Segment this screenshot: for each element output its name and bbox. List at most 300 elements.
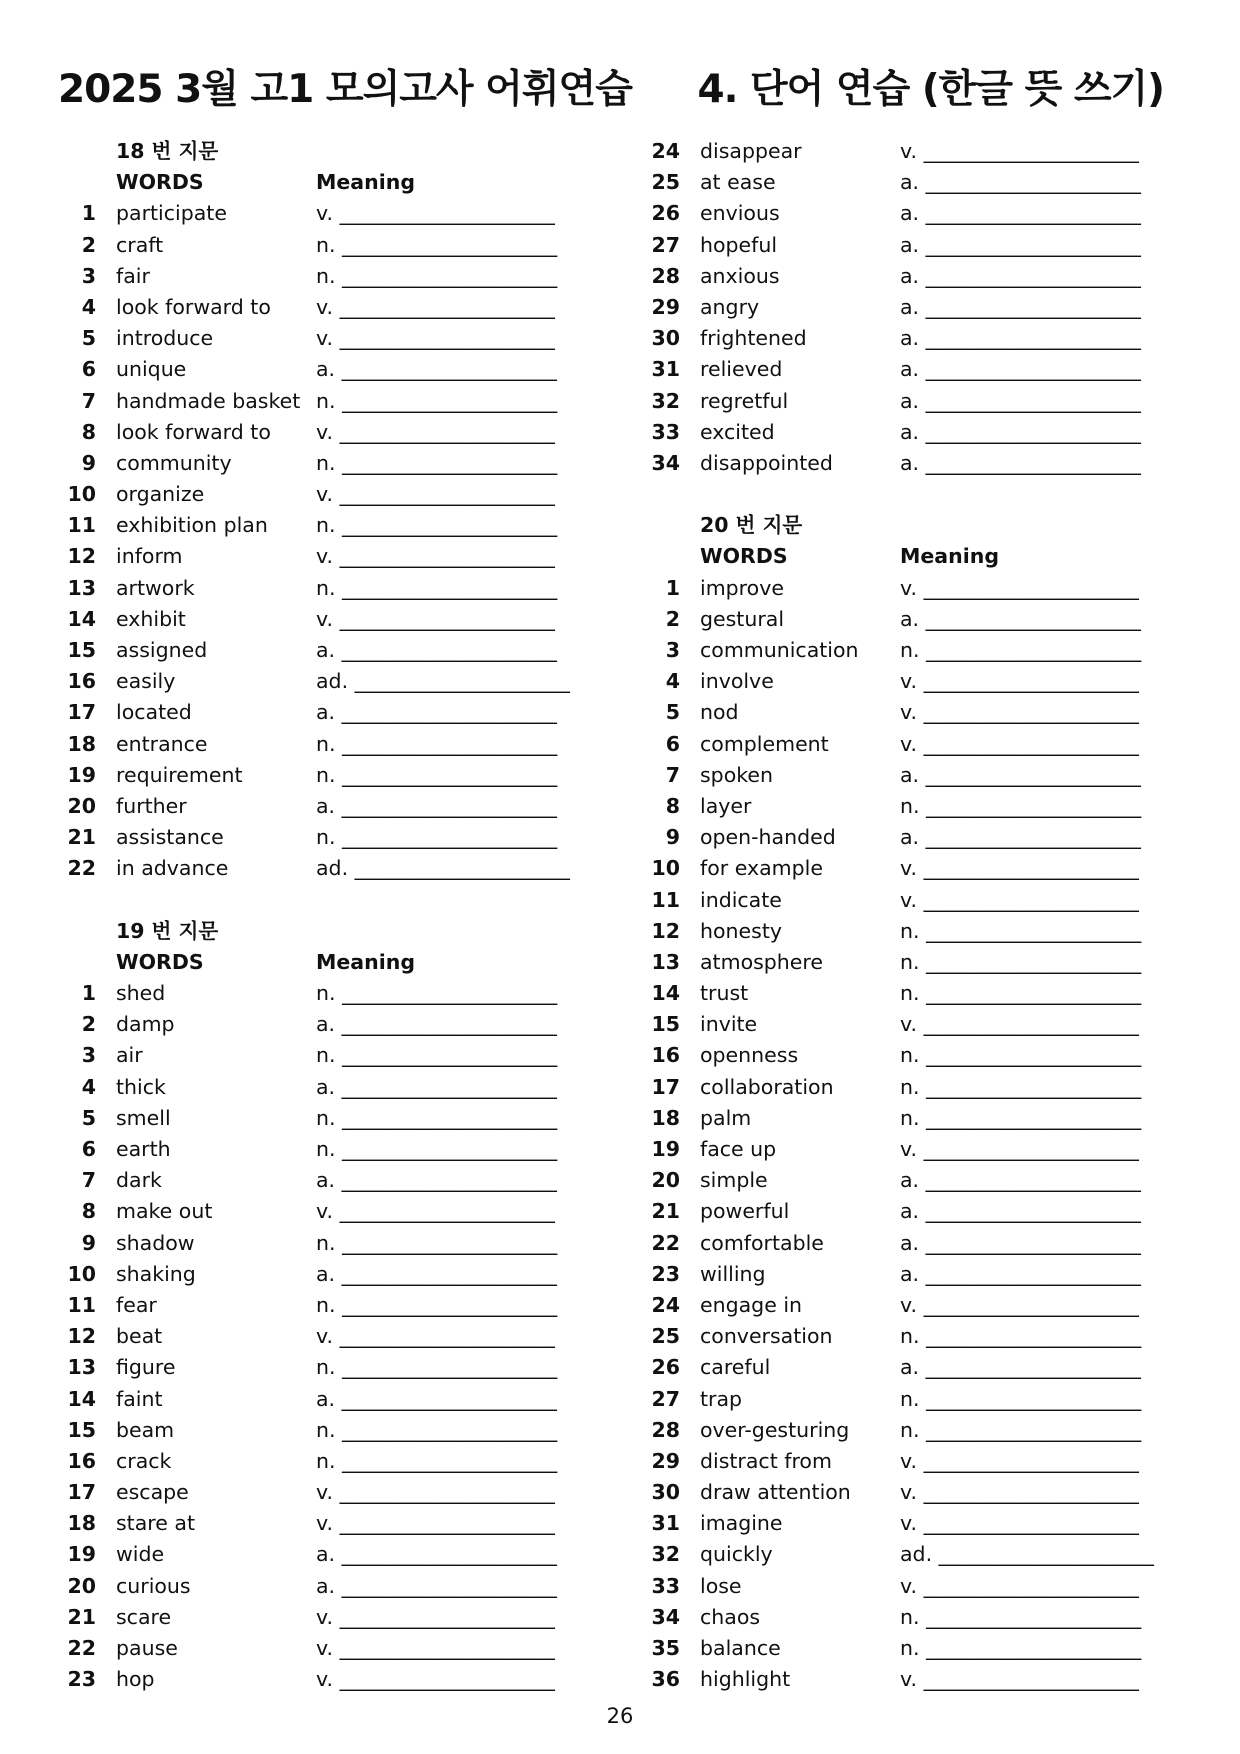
answer-line[interactable]: _____________________ bbox=[925, 357, 1141, 382]
answer-line[interactable]: _____________________ bbox=[342, 450, 558, 475]
meaning-blank[interactable] bbox=[316, 1103, 557, 1134]
answer-line[interactable]: _____________________ bbox=[341, 1261, 557, 1286]
meaning-blank[interactable] bbox=[316, 292, 555, 323]
meaning-blank[interactable] bbox=[900, 230, 1141, 261]
meaning-blank[interactable] bbox=[316, 198, 555, 229]
meaning-blank[interactable] bbox=[316, 541, 555, 572]
part-of-speech: v. bbox=[316, 1199, 334, 1224]
vocab-word: distract from bbox=[700, 1448, 832, 1473]
answer-line[interactable]: _____________________ bbox=[342, 1417, 558, 1442]
answer-line[interactable]: _____________________ bbox=[925, 450, 1141, 475]
part-of-speech: a. bbox=[900, 762, 920, 787]
vocab-row bbox=[58, 230, 578, 261]
meaning-blank[interactable] bbox=[316, 1415, 557, 1446]
vocab-word: inform bbox=[116, 544, 183, 569]
meaning-blank[interactable] bbox=[900, 1290, 1139, 1321]
vocab-row bbox=[58, 323, 578, 354]
answer-line[interactable]: _____________________ bbox=[341, 357, 557, 382]
answer-line[interactable]: _____________________ bbox=[925, 825, 1141, 850]
item-number: 33 bbox=[651, 1573, 680, 1598]
answer-line[interactable]: _____________________ bbox=[923, 1573, 1139, 1598]
vocab-word: smell bbox=[116, 1105, 171, 1130]
meaning-blank[interactable] bbox=[316, 1477, 555, 1508]
vocab-row bbox=[642, 1384, 1162, 1415]
answer-line[interactable]: _____________________ bbox=[923, 1667, 1139, 1692]
part-of-speech: a. bbox=[900, 825, 920, 850]
part-of-speech: a. bbox=[316, 1168, 336, 1193]
vocab-row bbox=[642, 198, 1162, 229]
meaning-blank[interactable] bbox=[316, 729, 557, 760]
meaning-blank[interactable] bbox=[900, 136, 1139, 167]
answer-line[interactable]: _____________________ bbox=[923, 1448, 1139, 1473]
item-number: 12 bbox=[651, 918, 680, 943]
meaning-blank[interactable] bbox=[900, 885, 1139, 916]
part-of-speech: n. bbox=[316, 1043, 336, 1068]
meaning-blank[interactable] bbox=[900, 1633, 1141, 1664]
meaning-blank[interactable] bbox=[316, 1009, 557, 1040]
item-number: 10 bbox=[651, 856, 680, 881]
meaning-blank[interactable] bbox=[316, 510, 557, 541]
answer-line[interactable]: _____________________ bbox=[923, 731, 1139, 756]
answer-line[interactable]: _____________________ bbox=[341, 1573, 557, 1598]
meaning-blank[interactable] bbox=[316, 230, 557, 261]
item-number: 6 bbox=[665, 731, 680, 756]
answer-line[interactable]: _____________________ bbox=[925, 1261, 1141, 1286]
answer-line[interactable]: _____________________ bbox=[926, 1636, 1142, 1660]
item-number: 16 bbox=[651, 1043, 680, 1068]
answer-line[interactable]: _____________________ bbox=[926, 918, 1142, 943]
answer-line[interactable]: _____________________ bbox=[926, 638, 1142, 662]
item-number: 1 bbox=[81, 201, 96, 226]
vocab-row bbox=[642, 666, 1162, 697]
part-of-speech: v. bbox=[900, 1012, 918, 1037]
meaning-blank[interactable] bbox=[316, 417, 555, 448]
meaning-blank[interactable] bbox=[316, 1228, 557, 1259]
meaning-blank[interactable] bbox=[900, 666, 1139, 697]
answer-line[interactable]: _____________________ bbox=[926, 949, 1142, 974]
page-title: 2025 3월 고1 모의고사 어휘연습 bbox=[58, 67, 632, 112]
answer-line[interactable]: _____________________ bbox=[926, 1386, 1142, 1411]
item-number: 10 bbox=[67, 1261, 96, 1286]
answer-line[interactable]: _____________________ bbox=[339, 419, 555, 444]
vocab-row bbox=[58, 1446, 578, 1477]
answer-line[interactable]: _____________________ bbox=[339, 544, 555, 569]
item-number: 17 bbox=[67, 1480, 96, 1505]
vocab-word: angry bbox=[700, 294, 760, 319]
meaning-blank[interactable] bbox=[900, 1165, 1141, 1196]
answer-line[interactable]: _____________________ bbox=[342, 575, 558, 600]
answer-line[interactable]: _____________________ bbox=[923, 575, 1139, 600]
vocab-row bbox=[642, 1290, 1162, 1321]
item-number: 7 bbox=[81, 1168, 96, 1193]
meaning-blank[interactable] bbox=[900, 1259, 1141, 1290]
meaning-blank[interactable] bbox=[900, 323, 1141, 354]
part-of-speech: n. bbox=[316, 1105, 336, 1130]
meaning-blank[interactable] bbox=[900, 1196, 1141, 1227]
answer-line[interactable]: _____________________ bbox=[925, 1355, 1141, 1380]
answer-line[interactable]: _____________________ bbox=[923, 1292, 1139, 1317]
part-of-speech: v. bbox=[316, 482, 334, 507]
answer-line[interactable]: _____________________ bbox=[342, 232, 558, 257]
meaning-blank[interactable] bbox=[900, 635, 1141, 666]
vocab-row bbox=[58, 1321, 578, 1352]
meaning-blank[interactable] bbox=[900, 760, 1141, 791]
meaning-blank[interactable] bbox=[316, 1352, 557, 1383]
vocab-row bbox=[58, 1477, 578, 1508]
meaning-blank[interactable] bbox=[316, 479, 555, 510]
item-number: 3 bbox=[665, 638, 680, 662]
meaning-blank[interactable] bbox=[316, 1384, 557, 1415]
vocab-row bbox=[642, 573, 1162, 604]
part-of-speech: v. bbox=[316, 419, 334, 444]
answer-line[interactable]: _____________________ bbox=[339, 1199, 555, 1224]
vocab-word: shadow bbox=[116, 1230, 195, 1255]
part-of-speech: ad. bbox=[316, 856, 349, 881]
meaning-blank[interactable] bbox=[900, 1602, 1141, 1633]
column-header-row bbox=[642, 541, 1162, 572]
answer-line[interactable]: _____________________ bbox=[923, 1480, 1139, 1505]
meaning-blank[interactable] bbox=[316, 822, 557, 853]
answer-line[interactable]: _____________________ bbox=[341, 1012, 557, 1037]
meaning-blank[interactable] bbox=[316, 1259, 557, 1290]
answer-line[interactable]: _____________________ bbox=[339, 1667, 555, 1692]
vocab-row bbox=[58, 1384, 578, 1415]
meaning-blank[interactable] bbox=[316, 697, 557, 728]
answer-line[interactable]: _____________________ bbox=[926, 1105, 1142, 1130]
words-header: WORDS bbox=[116, 949, 204, 974]
item-number: 15 bbox=[67, 1417, 96, 1442]
meaning-blank[interactable] bbox=[900, 853, 1139, 884]
vocab-word: for example bbox=[700, 856, 823, 881]
answer-line[interactable]: _____________________ bbox=[925, 762, 1141, 787]
answer-line[interactable]: _____________________ bbox=[342, 762, 558, 787]
meaning-blank[interactable] bbox=[900, 1352, 1141, 1383]
item-number: 28 bbox=[651, 263, 680, 288]
meaning-blank[interactable] bbox=[316, 1290, 557, 1321]
meaning-blank[interactable] bbox=[316, 323, 555, 354]
answer-line[interactable]: _____________________ bbox=[342, 513, 558, 538]
answer-line[interactable]: _____________________ bbox=[923, 887, 1139, 912]
part-of-speech: a. bbox=[900, 419, 920, 444]
answer-line[interactable]: _____________________ bbox=[925, 1168, 1141, 1193]
answer-line[interactable]: _____________________ bbox=[341, 1386, 557, 1411]
answer-line[interactable]: _____________________ bbox=[926, 793, 1142, 818]
meaning-blank[interactable] bbox=[900, 697, 1139, 728]
answer-line[interactable]: _____________________ bbox=[342, 1105, 558, 1130]
meaning-blank[interactable] bbox=[900, 1321, 1141, 1352]
answer-line[interactable]: _____________________ bbox=[342, 1230, 558, 1255]
answer-line[interactable]: _____________________ bbox=[339, 1480, 555, 1505]
vocab-word: stare at bbox=[116, 1511, 195, 1536]
vocab-word: unique bbox=[116, 357, 187, 382]
answer-line[interactable]: _____________________ bbox=[923, 1012, 1139, 1037]
meaning-blank[interactable] bbox=[316, 853, 570, 884]
answer-line[interactable]: _____________________ bbox=[339, 1324, 555, 1349]
part-of-speech: v. bbox=[316, 544, 334, 569]
answer-line[interactable]: _____________________ bbox=[342, 263, 558, 288]
meaning-blank[interactable] bbox=[900, 1508, 1139, 1539]
answer-line[interactable]: _____________________ bbox=[926, 1074, 1142, 1099]
answer-line[interactable]: _____________________ bbox=[341, 1074, 557, 1099]
meaning-blank[interactable] bbox=[900, 1134, 1139, 1165]
vocab-word: faint bbox=[116, 1386, 163, 1411]
answer-line[interactable]: _____________________ bbox=[339, 1511, 555, 1536]
vocab-row bbox=[642, 947, 1162, 978]
meaning-blank[interactable] bbox=[316, 261, 557, 292]
meaning-blank[interactable] bbox=[316, 604, 555, 635]
item-number: 3 bbox=[81, 263, 96, 288]
column-header-row bbox=[58, 167, 578, 198]
answer-line[interactable]: _____________________ bbox=[923, 139, 1139, 163]
vocab-row bbox=[642, 916, 1162, 947]
meaning-blank[interactable] bbox=[900, 1384, 1141, 1415]
item-number: 22 bbox=[651, 1230, 680, 1255]
item-number: 20 bbox=[67, 793, 96, 818]
part-of-speech: n. bbox=[316, 450, 336, 475]
answer-line[interactable]: _____________________ bbox=[339, 201, 555, 226]
section-heading bbox=[642, 510, 1162, 541]
item-number: 15 bbox=[67, 638, 96, 662]
answer-line[interactable]: _____________________ bbox=[342, 1448, 558, 1473]
answer-line[interactable]: _____________________ bbox=[342, 731, 558, 756]
item-number: 2 bbox=[81, 1012, 96, 1037]
meaning-blank[interactable] bbox=[316, 1072, 557, 1103]
answer-line[interactable]: _____________________ bbox=[339, 294, 555, 319]
meaning-blank[interactable] bbox=[900, 1228, 1141, 1259]
answer-line[interactable]: _____________________ bbox=[926, 1604, 1142, 1629]
vocab-row bbox=[58, 1664, 578, 1695]
vocab-row bbox=[642, 354, 1162, 385]
answer-line[interactable]: _____________________ bbox=[923, 700, 1139, 725]
meaning-blank[interactable] bbox=[316, 1633, 555, 1664]
meaning-blank[interactable] bbox=[316, 573, 557, 604]
item-number: 26 bbox=[651, 201, 680, 226]
answer-line[interactable]: _____________________ bbox=[926, 1324, 1142, 1349]
answer-line[interactable]: _____________________ bbox=[925, 263, 1141, 288]
meaning-blank[interactable] bbox=[316, 1664, 555, 1695]
answer-line[interactable]: _____________________ bbox=[925, 419, 1141, 444]
answer-line[interactable]: _____________________ bbox=[339, 1604, 555, 1629]
vocab-word: trust bbox=[700, 981, 749, 1006]
answer-line[interactable]: _____________________ bbox=[342, 1043, 558, 1068]
answer-line[interactable]: _____________________ bbox=[341, 700, 557, 725]
answer-line[interactable]: _____________________ bbox=[342, 388, 558, 413]
meaning-blank[interactable] bbox=[316, 666, 570, 697]
vocab-row bbox=[58, 1602, 578, 1633]
answer-line[interactable]: _____________________ bbox=[342, 981, 558, 1006]
vocab-row bbox=[642, 1415, 1162, 1446]
meaning-blank[interactable] bbox=[900, 1571, 1139, 1602]
vocab-word: further bbox=[116, 793, 187, 818]
answer-line[interactable]: _____________________ bbox=[342, 825, 558, 850]
vocab-row bbox=[58, 198, 578, 229]
answer-line[interactable]: _____________________ bbox=[925, 232, 1141, 257]
answer-line[interactable]: _____________________ bbox=[341, 1168, 557, 1193]
meaning-blank[interactable] bbox=[900, 916, 1141, 947]
vocab-word: requirement bbox=[116, 762, 243, 787]
answer-line[interactable]: _____________________ bbox=[341, 638, 557, 662]
answer-line[interactable]: _____________________ bbox=[925, 606, 1141, 631]
meaning-blank[interactable] bbox=[316, 386, 557, 417]
meaning-blank[interactable] bbox=[316, 760, 557, 791]
left-column bbox=[58, 136, 578, 1695]
meaning-blank[interactable] bbox=[900, 1040, 1141, 1071]
answer-line[interactable]: _____________________ bbox=[923, 856, 1139, 881]
meaning-blank[interactable] bbox=[900, 604, 1141, 635]
meaning-blank[interactable] bbox=[316, 1321, 555, 1352]
answer-line[interactable]: _____________________ bbox=[925, 294, 1141, 319]
meaning-blank[interactable] bbox=[316, 1571, 557, 1602]
meaning-blank[interactable] bbox=[900, 1477, 1139, 1508]
part-of-speech: n. bbox=[316, 263, 336, 288]
answer-line[interactable]: _____________________ bbox=[925, 1199, 1141, 1224]
answer-line[interactable]: _____________________ bbox=[925, 326, 1141, 351]
item-number: 36 bbox=[651, 1667, 680, 1692]
item-number: 15 bbox=[651, 1012, 680, 1037]
meaning-blank[interactable] bbox=[900, 1539, 1154, 1570]
meaning-blank[interactable] bbox=[900, 729, 1139, 760]
vocab-row bbox=[58, 1508, 578, 1539]
meaning-blank[interactable] bbox=[900, 1009, 1139, 1040]
answer-line[interactable]: _____________________ bbox=[339, 482, 555, 507]
meaning-blank[interactable] bbox=[900, 822, 1141, 853]
answer-line[interactable]: _____________________ bbox=[339, 1636, 555, 1660]
meaning-blank[interactable] bbox=[316, 978, 557, 1009]
vocab-word: quickly bbox=[700, 1542, 773, 1567]
vocab-row bbox=[642, 1446, 1162, 1477]
meaning-blank[interactable] bbox=[316, 791, 557, 822]
vocab-word: air bbox=[116, 1043, 143, 1068]
vocab-row bbox=[642, 853, 1162, 884]
vocab-word: easily bbox=[116, 669, 176, 694]
part-of-speech: n. bbox=[316, 1448, 336, 1473]
answer-line[interactable]: _____________________ bbox=[341, 793, 557, 818]
item-number: 19 bbox=[67, 762, 96, 787]
meaning-blank[interactable] bbox=[316, 1196, 555, 1227]
meaning-blank[interactable] bbox=[900, 947, 1141, 978]
meaning-blank[interactable] bbox=[900, 573, 1139, 604]
item-number: 5 bbox=[81, 1105, 96, 1130]
vocab-row bbox=[642, 417, 1162, 448]
meaning-blank[interactable] bbox=[316, 1040, 557, 1071]
meaning-blank[interactable] bbox=[900, 448, 1141, 479]
meaning-blank[interactable] bbox=[316, 1165, 557, 1196]
answer-line[interactable]: _____________________ bbox=[342, 1137, 558, 1161]
meaning-blank[interactable] bbox=[316, 448, 557, 479]
answer-line[interactable]: _____________________ bbox=[925, 388, 1141, 413]
vocab-word: imagine bbox=[700, 1511, 783, 1536]
meaning-blank[interactable] bbox=[316, 1602, 555, 1633]
answer-line[interactable]: _____________________ bbox=[354, 669, 570, 694]
answer-line[interactable]: _____________________ bbox=[342, 1355, 558, 1380]
vocab-word: excited bbox=[700, 419, 775, 444]
item-number: 19 bbox=[651, 1137, 680, 1161]
answer-line[interactable]: _____________________ bbox=[925, 170, 1141, 195]
meaning-blank[interactable] bbox=[900, 417, 1141, 448]
answer-line[interactable]: _____________________ bbox=[923, 1137, 1139, 1161]
meaning-blank[interactable] bbox=[900, 1072, 1141, 1103]
vocab-word: spoken bbox=[700, 762, 773, 787]
meaning-blank[interactable] bbox=[900, 1415, 1141, 1446]
vocab-row bbox=[642, 1228, 1162, 1259]
meaning-blank[interactable] bbox=[316, 1134, 557, 1165]
answer-line[interactable]: _____________________ bbox=[354, 856, 570, 881]
part-of-speech: v. bbox=[900, 1480, 918, 1505]
answer-line[interactable]: _____________________ bbox=[925, 1230, 1141, 1255]
item-number: 7 bbox=[665, 762, 680, 787]
meaning-blank[interactable] bbox=[900, 261, 1141, 292]
meaning-blank[interactable] bbox=[316, 1539, 557, 1570]
meaning-blank[interactable] bbox=[316, 354, 557, 385]
meaning-blank[interactable] bbox=[900, 167, 1141, 198]
vocab-word: nod bbox=[700, 700, 739, 725]
meaning-blank[interactable] bbox=[900, 1446, 1139, 1477]
item-number: 14 bbox=[67, 606, 96, 631]
vocab-row bbox=[58, 573, 578, 604]
meaning-blank[interactable] bbox=[900, 198, 1141, 229]
vocab-row bbox=[58, 479, 578, 510]
answer-line[interactable]: _____________________ bbox=[923, 669, 1139, 694]
part-of-speech: a. bbox=[900, 232, 920, 257]
answer-line[interactable]: _____________________ bbox=[925, 201, 1141, 226]
part-of-speech: v. bbox=[316, 1511, 334, 1536]
item-number: 30 bbox=[651, 1480, 680, 1505]
answer-line[interactable]: _____________________ bbox=[339, 606, 555, 631]
answer-line[interactable]: _____________________ bbox=[339, 326, 555, 351]
meaning-blank[interactable] bbox=[900, 386, 1141, 417]
part-of-speech: v. bbox=[900, 1667, 918, 1692]
meaning-blank[interactable] bbox=[900, 791, 1141, 822]
item-number: 24 bbox=[651, 139, 680, 163]
part-of-speech: a. bbox=[900, 1230, 920, 1255]
part-of-speech: n. bbox=[316, 731, 336, 756]
vocab-word: highlight bbox=[700, 1667, 791, 1692]
vocab-word: exhibition plan bbox=[116, 513, 268, 538]
item-number: 16 bbox=[67, 669, 96, 694]
meaning-blank[interactable] bbox=[900, 978, 1141, 1009]
part-of-speech: a. bbox=[316, 1012, 336, 1037]
meaning-blank[interactable] bbox=[900, 1103, 1141, 1134]
answer-line[interactable]: _____________________ bbox=[923, 1511, 1139, 1536]
vocab-row bbox=[58, 697, 578, 728]
section-title-text: 18 번 지문 bbox=[116, 139, 219, 163]
vocab-word: disappear bbox=[700, 139, 802, 163]
answer-line[interactable]: _____________________ bbox=[926, 1417, 1142, 1442]
vocab-row bbox=[58, 1571, 578, 1602]
meaning-blank[interactable] bbox=[900, 292, 1141, 323]
part-of-speech: a. bbox=[900, 1261, 920, 1286]
meaning-blank[interactable] bbox=[316, 635, 557, 666]
answer-line[interactable]: _____________________ bbox=[926, 1043, 1142, 1068]
meaning-blank[interactable] bbox=[316, 1446, 557, 1477]
item-number: 33 bbox=[651, 419, 680, 444]
answer-line[interactable]: _____________________ bbox=[341, 1542, 557, 1567]
meaning-blank[interactable] bbox=[316, 1508, 555, 1539]
meaning-blank[interactable] bbox=[900, 1664, 1139, 1695]
vocab-word: disappointed bbox=[700, 450, 833, 475]
part-of-speech: a. bbox=[316, 1573, 336, 1598]
meaning-blank[interactable] bbox=[900, 354, 1141, 385]
item-number: 30 bbox=[651, 326, 680, 351]
answer-line[interactable]: _____________________ bbox=[926, 981, 1142, 1006]
answer-line[interactable]: _____________________ bbox=[938, 1542, 1154, 1567]
part-of-speech: v. bbox=[316, 1324, 334, 1349]
answer-line[interactable]: _____________________ bbox=[342, 1292, 558, 1317]
part-of-speech: n. bbox=[316, 825, 336, 850]
item-number: 22 bbox=[67, 1636, 96, 1660]
item-number: 21 bbox=[67, 1604, 96, 1629]
vocab-row bbox=[642, 167, 1162, 198]
